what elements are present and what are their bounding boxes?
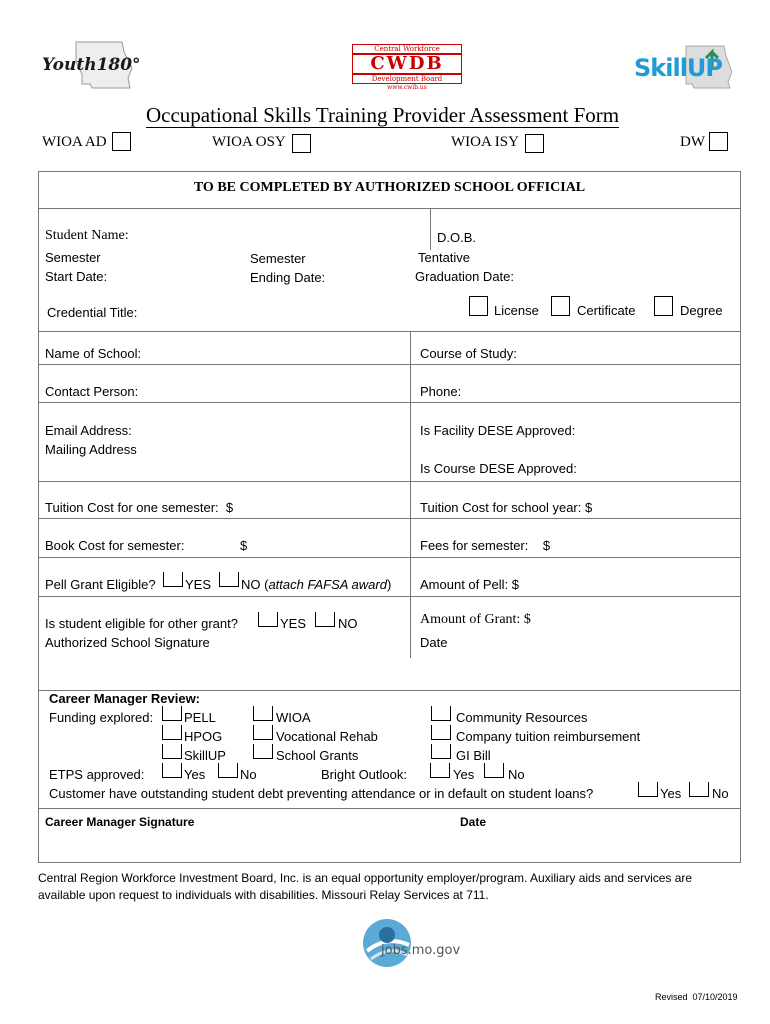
- program-wioa-isy-label: WIOA ISY: [451, 134, 519, 150]
- semester-end-label-1: Semester: [250, 251, 306, 266]
- etps-yes-checkbox[interactable]: [162, 763, 182, 778]
- course-dese-label[interactable]: Is Course DESE Approved:: [420, 461, 577, 476]
- program-dw-label: DW: [680, 134, 705, 150]
- skillup-logo: [634, 44, 734, 90]
- dob-label[interactable]: D.O.B.: [437, 230, 477, 245]
- community-resources-checkbox[interactable]: [431, 706, 451, 721]
- certificate-checkbox[interactable]: [551, 296, 570, 316]
- career-manager-signature-label[interactable]: Career Manager Signature: [45, 815, 195, 829]
- career-manager-review-heading: Career Manager Review:: [49, 691, 201, 706]
- credential-title-label[interactable]: Credential Title:: [47, 305, 138, 320]
- tentative-label-2[interactable]: Graduation Date:: [415, 269, 515, 284]
- email-address-label[interactable]: Email Address:: [45, 423, 132, 438]
- gi-bill-checkbox[interactable]: [431, 744, 451, 759]
- pell-yes-checkbox[interactable]: [163, 572, 183, 587]
- mailing-address-label[interactable]: Mailing Address: [45, 442, 137, 457]
- divider: [38, 596, 741, 597]
- program-wioa-ad-label: WIOA AD: [42, 134, 107, 150]
- funding-explored-label: Funding explored:: [49, 710, 154, 725]
- youth-logo-text: Youth180°: [42, 55, 141, 75]
- other-grant-no-checkbox[interactable]: [315, 612, 335, 627]
- semester-start-label-2[interactable]: Start Date:: [45, 269, 108, 284]
- license-label: License: [494, 303, 539, 318]
- cwdb-logo-line2: CWDB: [352, 54, 462, 74]
- program-wioa-osy-label: WIOA OSY: [212, 134, 286, 150]
- degree-checkbox[interactable]: [654, 296, 673, 316]
- other-grant-yes-checkbox[interactable]: [258, 612, 278, 627]
- facility-dese-label[interactable]: Is Facility DESE Approved:: [420, 423, 576, 438]
- etps-approved-label: ETPS approved:: [49, 767, 145, 782]
- amount-pell-label[interactable]: Amount of Pell: $: [420, 577, 519, 592]
- divider: [38, 518, 741, 519]
- company-tuition-checkbox[interactable]: [431, 725, 451, 740]
- cwdb-logo-line1: Central Workforce: [352, 44, 462, 54]
- divider: [410, 331, 411, 658]
- tentative-label-1: Tentative: [418, 250, 471, 265]
- phone-label[interactable]: Phone:: [420, 384, 462, 399]
- divider: [430, 208, 431, 250]
- pell-no-text: NO (: [241, 577, 269, 592]
- gi-bill-label: GI Bill: [456, 748, 491, 763]
- program-wioa-osy-checkbox[interactable]: [292, 134, 311, 153]
- program-wioa-isy-checkbox[interactable]: [525, 134, 544, 153]
- pell-no-label: [241, 577, 391, 592]
- book-cost-label[interactable]: Book Cost for semester:: [45, 538, 185, 553]
- other-grant-label: Is student eligible for other grant?: [45, 616, 238, 631]
- etps-no-label: No: [240, 767, 257, 782]
- amount-grant-label[interactable]: Amount of Grant: $: [420, 612, 531, 627]
- name-of-school-label[interactable]: Name of School:: [45, 346, 142, 361]
- semester-end-label-2[interactable]: Ending Date:: [250, 270, 326, 285]
- hpog-funding-label: HPOG: [184, 729, 223, 744]
- skillup-funding-checkbox[interactable]: [162, 744, 182, 759]
- voc-rehab-funding-label: Vocational Rehab: [276, 729, 378, 744]
- divider: [38, 364, 741, 365]
- skillup-funding-label: SkillUP: [184, 748, 226, 763]
- authorized-date-label[interactable]: Date: [420, 635, 448, 650]
- debt-no-label: No: [712, 786, 729, 801]
- course-of-study-label[interactable]: Course of Study:: [420, 346, 517, 361]
- divider: [38, 557, 741, 558]
- cwdb-logo-line3: Development Board: [352, 74, 462, 84]
- license-checkbox[interactable]: [469, 296, 488, 316]
- wioa-funding-label: WIOA: [276, 710, 311, 725]
- program-dw-checkbox[interactable]: [709, 132, 728, 151]
- pell-funding-label: PELL: [184, 710, 216, 725]
- other-grant-yes-label: YES: [280, 616, 307, 631]
- community-resources-label: Community Resources: [456, 710, 588, 725]
- semester-start-label-1: Semester: [45, 250, 101, 265]
- jobs-mo-logo: [355, 915, 465, 975]
- eeo-statement: [38, 870, 743, 904]
- pell-eligible-label: Pell Grant Eligible?: [45, 577, 156, 592]
- section-banner: TO BE COMPLETED BY AUTHORIZED SCHOOL OFFICIAL: [193, 180, 586, 195]
- student-name-label[interactable]: Student Name:: [45, 228, 129, 243]
- tuition-semester-label[interactable]: Tuition Cost for one semester: $: [45, 500, 234, 515]
- page-title: Occupational Skills Training Provider Assessment Form: [146, 103, 620, 127]
- company-tuition-label: Company tuition reimbursement: [456, 729, 641, 744]
- other-grant-no-label: NO: [338, 616, 358, 631]
- etps-no-checkbox[interactable]: [218, 763, 238, 778]
- pell-no-checkbox[interactable]: [219, 572, 239, 587]
- voc-rehab-funding-checkbox[interactable]: [253, 725, 273, 740]
- debt-yes-label: Yes: [660, 786, 682, 801]
- paren-close-text: ): [386, 577, 392, 592]
- book-cost-dollar: $: [240, 538, 248, 553]
- student-debt-label: Customer have outstanding student debt preventing attendance or in default on student loans?: [49, 786, 594, 801]
- revised-date: Revised 07/10/2019: [655, 992, 738, 1002]
- authorized-signature-label[interactable]: Authorized School Signature: [45, 635, 210, 650]
- career-manager-date-label[interactable]: Date: [460, 815, 487, 829]
- divider: [38, 331, 741, 332]
- school-grants-funding-checkbox[interactable]: [253, 744, 273, 759]
- school-grants-funding-label: School Grants: [276, 748, 359, 763]
- contact-person-label[interactable]: Contact Person:: [45, 384, 139, 399]
- bright-yes-label: Yes: [453, 767, 475, 782]
- wioa-funding-checkbox[interactable]: [253, 706, 273, 721]
- etps-yes-label: Yes: [184, 767, 206, 782]
- eeo-line-1: Central Region Workforce Investment Board, Inc. is an equal opportunity employer/program. Auxiliary aids and services are: [38, 871, 693, 885]
- program-wioa-ad-checkbox[interactable]: [112, 132, 131, 151]
- jobs-mo-logo-text: jobs.mo.gov: [381, 943, 461, 958]
- debt-yes-checkbox[interactable]: [638, 782, 658, 797]
- bright-outlook-label: Bright Outlook:: [321, 767, 407, 782]
- hpog-funding-checkbox[interactable]: [162, 725, 182, 740]
- bright-yes-checkbox[interactable]: [430, 763, 450, 778]
- pell-yes-label: YES: [185, 577, 212, 592]
- divider: [38, 208, 741, 209]
- debt-no-checkbox[interactable]: [689, 782, 709, 797]
- bright-no-checkbox[interactable]: [484, 763, 504, 778]
- eeo-line-2: available upon request to individuals with disabilities. Missouri Relay Services at 711.: [38, 888, 489, 902]
- divider: [38, 808, 741, 809]
- fees-semester-label[interactable]: Fees for semester: $: [420, 538, 551, 553]
- skillup-logo-text: SkillUP: [634, 54, 723, 82]
- bright-no-label: No: [508, 767, 525, 782]
- divider: [38, 481, 741, 482]
- tuition-year-label[interactable]: Tuition Cost for school year: $: [420, 500, 593, 515]
- certificate-label: Certificate: [577, 303, 636, 318]
- pell-funding-checkbox[interactable]: [162, 706, 182, 721]
- youth180-logo: [36, 38, 141, 92]
- cwdb-logo-line4: www.cwib.us: [387, 84, 427, 91]
- attach-fafsa-text: attach FAFSA award: [268, 577, 387, 592]
- school-official-section: [38, 171, 741, 863]
- divider: [38, 402, 741, 403]
- cwdb-logo: [352, 44, 462, 92]
- degree-label: Degree: [680, 303, 723, 318]
